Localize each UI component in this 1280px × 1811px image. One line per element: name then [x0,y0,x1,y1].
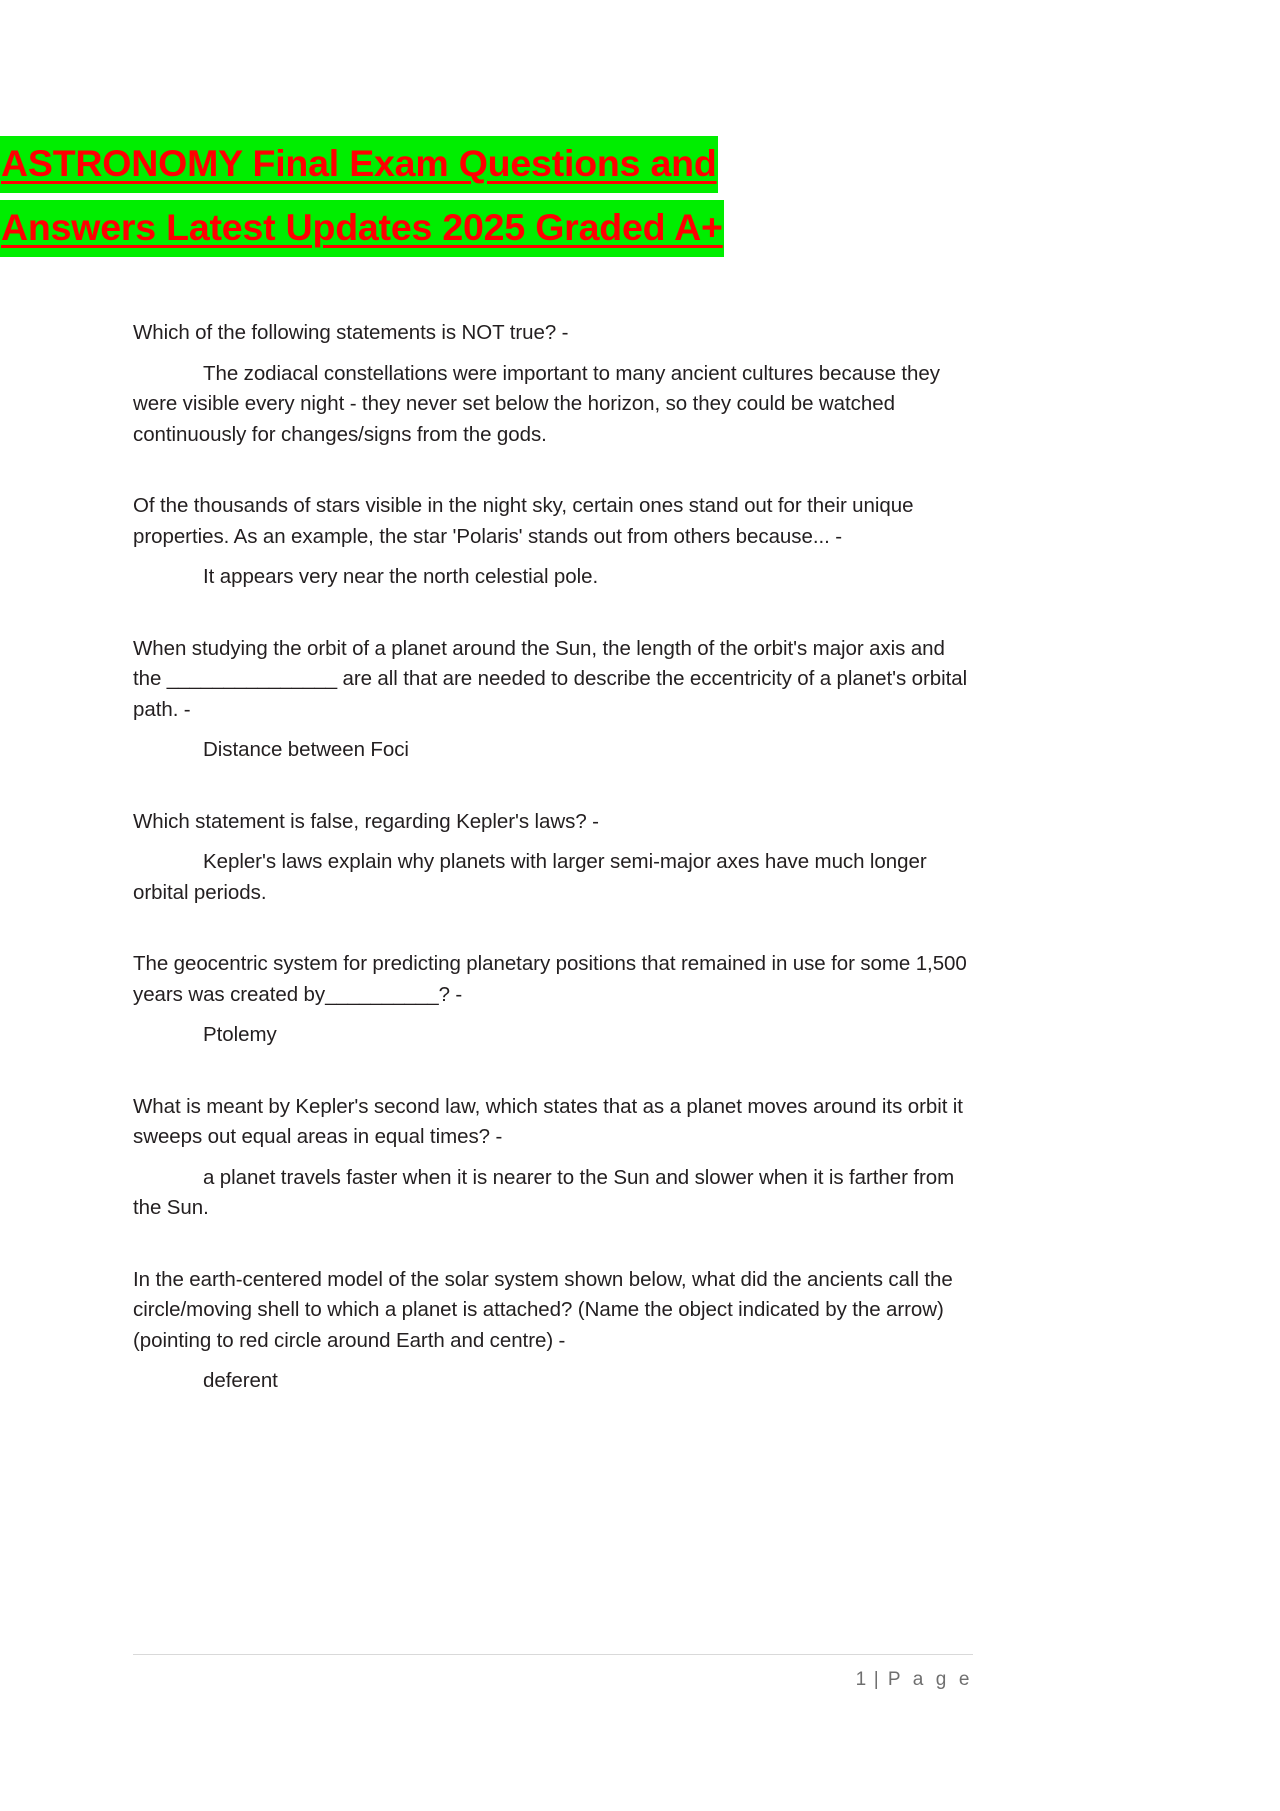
footer-page-word: P a g e [887,1669,973,1690]
question-text: Which statement is false, regarding Kepler's laws? - [133,809,599,833]
spacer [133,450,973,491]
spacer [133,1356,973,1366]
spacer [133,1153,973,1163]
question-text: What is meant by Kepler's second law, which states that as a planet moves around its orbit it sweeps out equal areas in equal times? - [133,1094,963,1148]
title-line-2 [0,195,832,259]
spacer [133,593,973,634]
spacer [133,1051,973,1092]
qa-item-5 [133,949,973,1051]
answer-text: It appears very near the north celestial pole. [203,565,599,588]
qa-item-1 [133,318,973,450]
answer-text: deferent [203,1369,278,1392]
spacer [133,837,973,847]
footer-page-number: 1 [855,1669,867,1690]
qa-item-2 [133,491,973,593]
question-text: When studying the orbit of a planet around the Sun, the length of the orbit's major axis and the _______________ are all that are needed to describe the eccentricity of a planet's orbital path. - [133,636,968,721]
spacer [133,908,973,949]
spacer [133,725,973,735]
answer-text: a planet travels faster when it is nearer to the Sun and slower when it is farther from the Sun. [133,1165,955,1219]
qa-item-4 [133,807,973,909]
spacer [133,766,973,807]
answer-text: Distance between Foci [203,738,409,761]
answer-text: The zodiacal constellations were important to many ancient cultures because they were visible every night - they never set below the horizon, so they could be watched continuously for changes/signs from the gods. [133,361,940,446]
question-text: Of the thousands of stars visible in the night sky, certain ones stand out for their unique properties. As an example, the star 'Polaris' stands out from others because... - [133,494,914,548]
question-text: Which of the following statements is NOT true? - [133,321,569,344]
title-line-1-text: ASTRONOMY Final Exam Questions and [0,136,718,193]
page-number-label [133,1655,973,1691]
spacer [133,1224,973,1265]
question-text: In the earth-centered model of the solar system shown below, what did the ancients call the circle/moving shell to which a planet is attached? (Name the object indicated by the arrow) (pointing to red circle around Earth and centre) - [133,1267,953,1352]
page-footer [133,1654,973,1691]
qa-item-3 [133,634,973,766]
title-line-1 [0,131,832,195]
footer-separator: | [866,1669,888,1690]
spacer [133,349,973,359]
qa-item-7 [133,1265,973,1397]
document-content [133,318,973,1397]
qa-item-6 [133,1092,973,1224]
answer-text: Ptolemy [203,1023,277,1046]
document-title [0,131,840,259]
spacer [133,1010,973,1020]
answer-text: Kepler's laws explain why planets with larger semi-major axes have much longer orbital periods. [133,850,927,904]
title-line-2-text: Answers Latest Updates 2025 Graded A+ [0,200,724,257]
question-text: The geocentric system for predicting planetary positions that remained in use for some 1,500 years was created by__________? - [133,952,967,1006]
spacer [133,552,973,562]
